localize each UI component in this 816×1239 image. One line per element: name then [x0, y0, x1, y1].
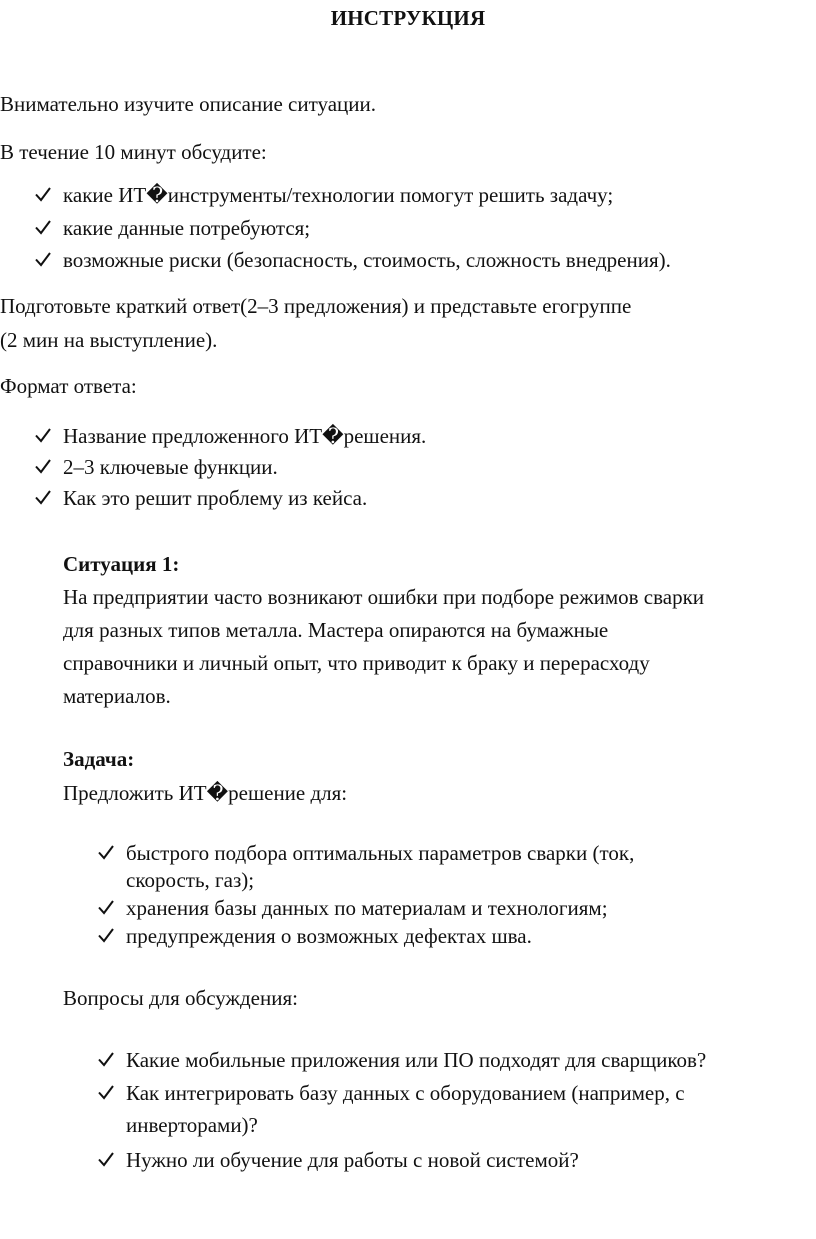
situation-line: для разных типов металла. Мастера опираются на бумажные: [63, 618, 609, 642]
task-item: предупреждения о возможных дефектах шва.: [126, 924, 532, 948]
format-item: 2–3 ключевые функции.: [63, 455, 278, 479]
intro-line-1: Внимательно изучите описание ситуации.: [0, 92, 376, 116]
checkmark-icon: [34, 185, 52, 203]
prepare-line-1: Подготовьте краткий ответ(2–3 предложения) и представьте егогруппе: [0, 294, 632, 318]
task-intro: Предложить ИТ�решение для:: [63, 781, 348, 805]
format-label: Формат ответа:: [0, 374, 137, 398]
checkmark-icon: [34, 457, 52, 475]
task-item: хранения базы данных по материалам и технологиям;: [126, 896, 608, 920]
checkmark-icon: [97, 926, 115, 944]
question-item: Какие мобильные приложения или ПО подходят для сварщиков?: [126, 1048, 707, 1072]
discuss-item: возможные риски (безопасность, стоимость, сложность внедрения).: [63, 248, 671, 272]
format-item: Как это решит проблему из кейса.: [63, 486, 368, 510]
checkmark-icon: [97, 1050, 115, 1068]
questions-heading: Вопросы для обсуждения:: [63, 986, 298, 1010]
discuss-item: какие ИТ�инструменты/технологии помогут решить задачу;: [63, 183, 614, 207]
question-item-continuation: инверторами)?: [126, 1113, 258, 1137]
task-heading: Задача:: [63, 747, 135, 771]
task-item-continuation: скорость, газ);: [126, 868, 255, 892]
checkmark-icon: [34, 426, 52, 444]
checkmark-icon: [97, 898, 115, 916]
checkmark-icon: [34, 250, 52, 268]
discuss-item: какие данные потребуются;: [63, 216, 311, 240]
situation-line: справочники и личный опыт, что приводит к браку и перерасходу: [63, 651, 650, 675]
situation-heading: Ситуация 1:: [63, 552, 180, 576]
checkmark-icon: [97, 843, 115, 861]
situation-line: На предприятии часто возникают ошибки при подборе режимов сварки: [63, 585, 705, 609]
prepare-line-2: (2 мин на выступление).: [0, 328, 218, 352]
checkmark-icon: [97, 1083, 115, 1101]
situation-line: материалов.: [63, 684, 171, 708]
task-item: быстрого подбора оптимальных параметров сварки (ток,: [126, 841, 635, 865]
checkmark-icon: [34, 218, 52, 236]
checkmark-icon: [34, 488, 52, 506]
page-title: ИНСТРУКЦИЯ: [330, 6, 486, 30]
question-item: Как интегрировать базу данных с оборудованием (например, с: [126, 1081, 685, 1105]
checkmark-icon: [97, 1150, 115, 1168]
question-item: Нужно ли обучение для работы с новой системой?: [126, 1148, 579, 1172]
intro-line-2: В течение 10 минут обсудите:: [0, 140, 267, 164]
format-item: Название предложенного ИТ�решения.: [63, 424, 427, 448]
